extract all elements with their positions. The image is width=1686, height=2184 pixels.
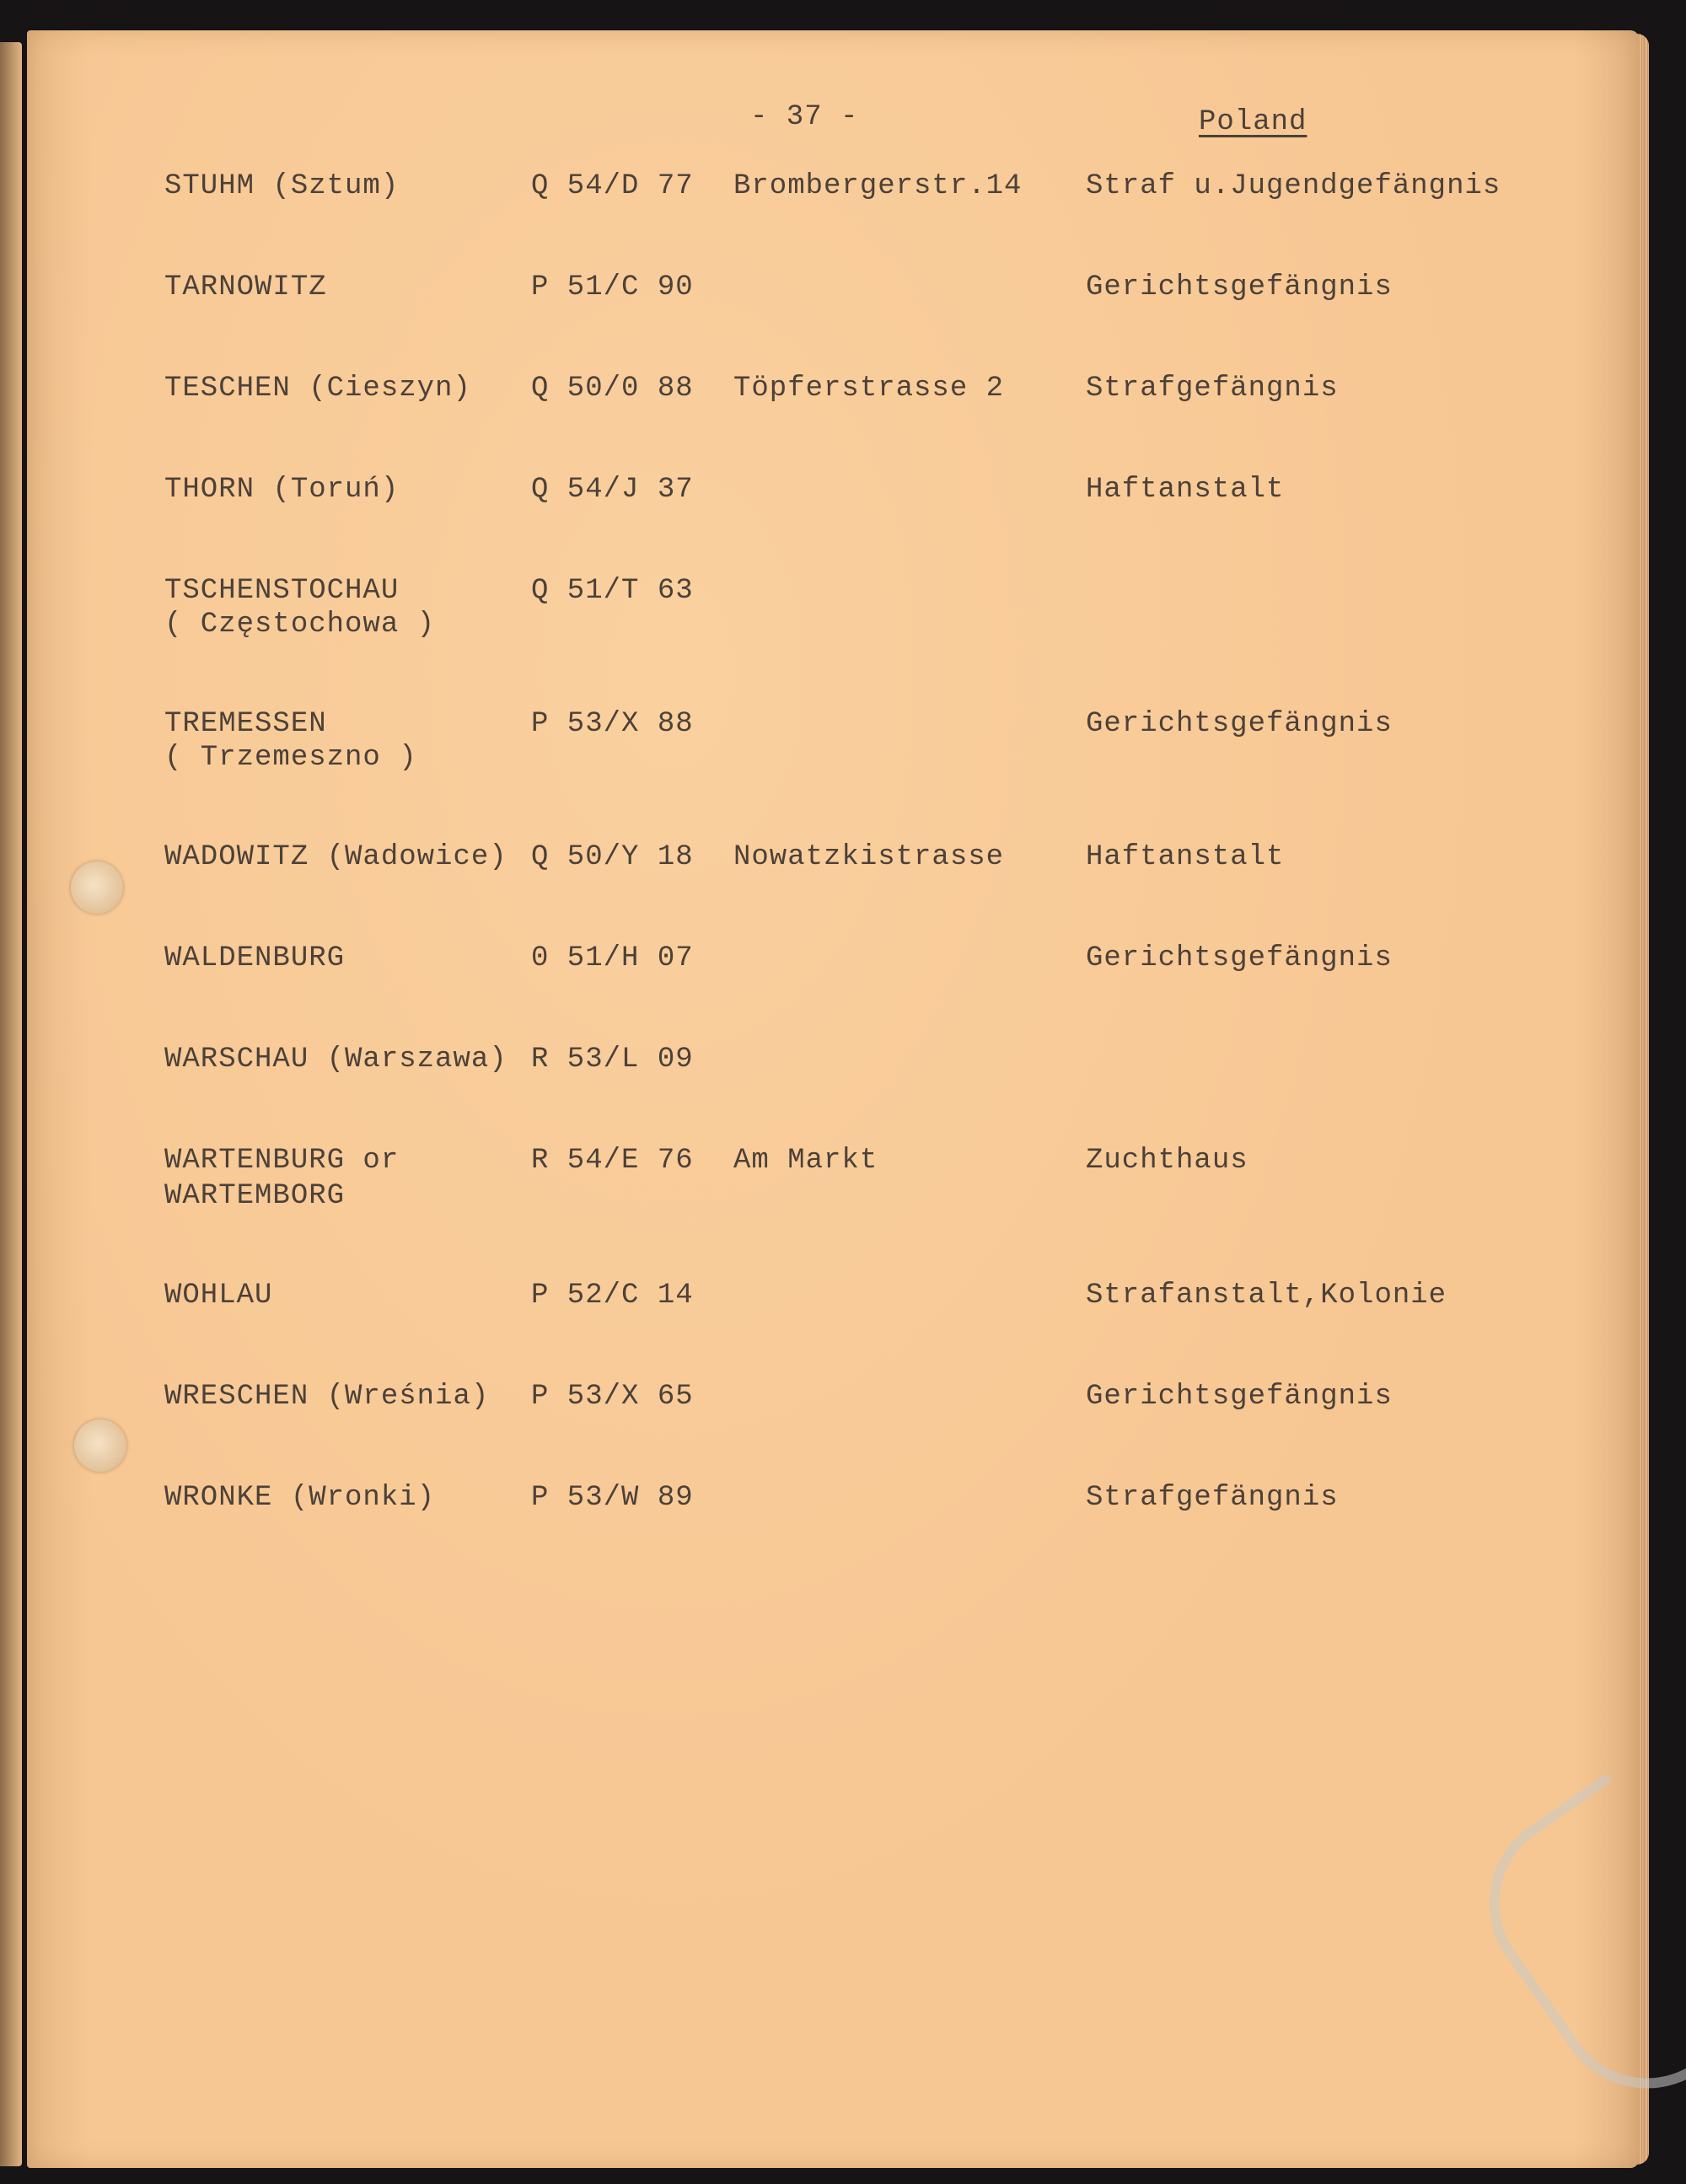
entry-type: Haftanstalt (1086, 841, 1285, 873)
entry-map-ref: Q 54/J 37 (531, 474, 694, 506)
entry-name: WRONKE (Wronki) (164, 1482, 436, 1514)
entry-type: Gerichtsgefängnis (1086, 942, 1393, 974)
entry-map-ref: P 52/C 14 (531, 1280, 694, 1312)
entry-type: Haftanstalt (1086, 474, 1285, 506)
entry-name: WRESCHEN (Wreśnia) (164, 1381, 490, 1413)
entry-name: WOHLAU (164, 1280, 273, 1312)
entry-map-ref: Q 50/Y 18 (531, 841, 694, 873)
entry-street: Brombergerstr.14 (733, 170, 1023, 202)
entry-name: STUHM (Sztum) (164, 170, 400, 202)
entry-type: Gerichtsgefängnis (1086, 271, 1393, 303)
entry-name: WARSCHAU (Warszawa) (164, 1044, 507, 1076)
entry-map-ref: R 54/E 76 (531, 1145, 694, 1177)
entry-map-ref: Q 50/0 88 (531, 373, 694, 405)
entry-type: Gerichtsgefängnis (1086, 1381, 1393, 1413)
entry-street: Nowatzkistrasse (733, 841, 1005, 873)
entry-name: TREMESSEN (164, 708, 327, 740)
entry-map-ref: Q 51/T 63 (531, 575, 694, 607)
entry-map-ref: P 51/C 90 (531, 271, 694, 303)
previous-page-edge (0, 42, 22, 2166)
entry-type: Gerichtsgefängnis (1086, 708, 1393, 740)
entry-street: Am Markt (733, 1145, 878, 1177)
entry-street: Töpferstrasse 2 (733, 373, 1005, 405)
entry-type: Strafanstalt,Kolonie (1086, 1280, 1447, 1312)
entry-type: Zuchthaus (1086, 1145, 1248, 1177)
entry-name-alternate: WARTEMBORG (164, 1180, 346, 1212)
entry-name: WARTENBURG or (164, 1145, 400, 1177)
entry-type: Strafgefängnis (1086, 373, 1339, 405)
entry-name: WALDENBURG (164, 942, 346, 974)
entry-name: TESCHEN (Cieszyn) (164, 373, 471, 405)
entry-type: Strafgefängnis (1086, 1482, 1339, 1514)
entry-map-ref: P 53/X 88 (531, 708, 694, 740)
entry-map-ref: R 53/L 09 (531, 1044, 694, 1076)
entry-name: TSCHENSTOCHAU (164, 575, 400, 607)
entry-name: WADOWITZ (Wadowice) (164, 841, 507, 873)
entry-name: THORN (Toruń) (164, 474, 400, 506)
document-page (27, 30, 1639, 2168)
entry-type: Straf u.Jugendgefängnis (1086, 170, 1501, 202)
entry-name: TARNOWITZ (164, 271, 327, 303)
entry-map-ref: P 53/X 65 (531, 1381, 694, 1413)
entry-name-polish: ( Trzemeszno ) (164, 742, 417, 774)
entry-name-polish: ( Częstochowa ) (164, 609, 436, 641)
entry-map-ref: Q 54/D 77 (531, 170, 694, 202)
entry-map-ref: P 53/W 89 (531, 1482, 694, 1514)
punch-hole (71, 861, 123, 914)
page-number: - 37 - (750, 101, 859, 133)
entry-map-ref: 0 51/H 07 (531, 942, 694, 974)
punch-hole (74, 1419, 126, 1472)
region-heading: Poland (1199, 106, 1307, 138)
